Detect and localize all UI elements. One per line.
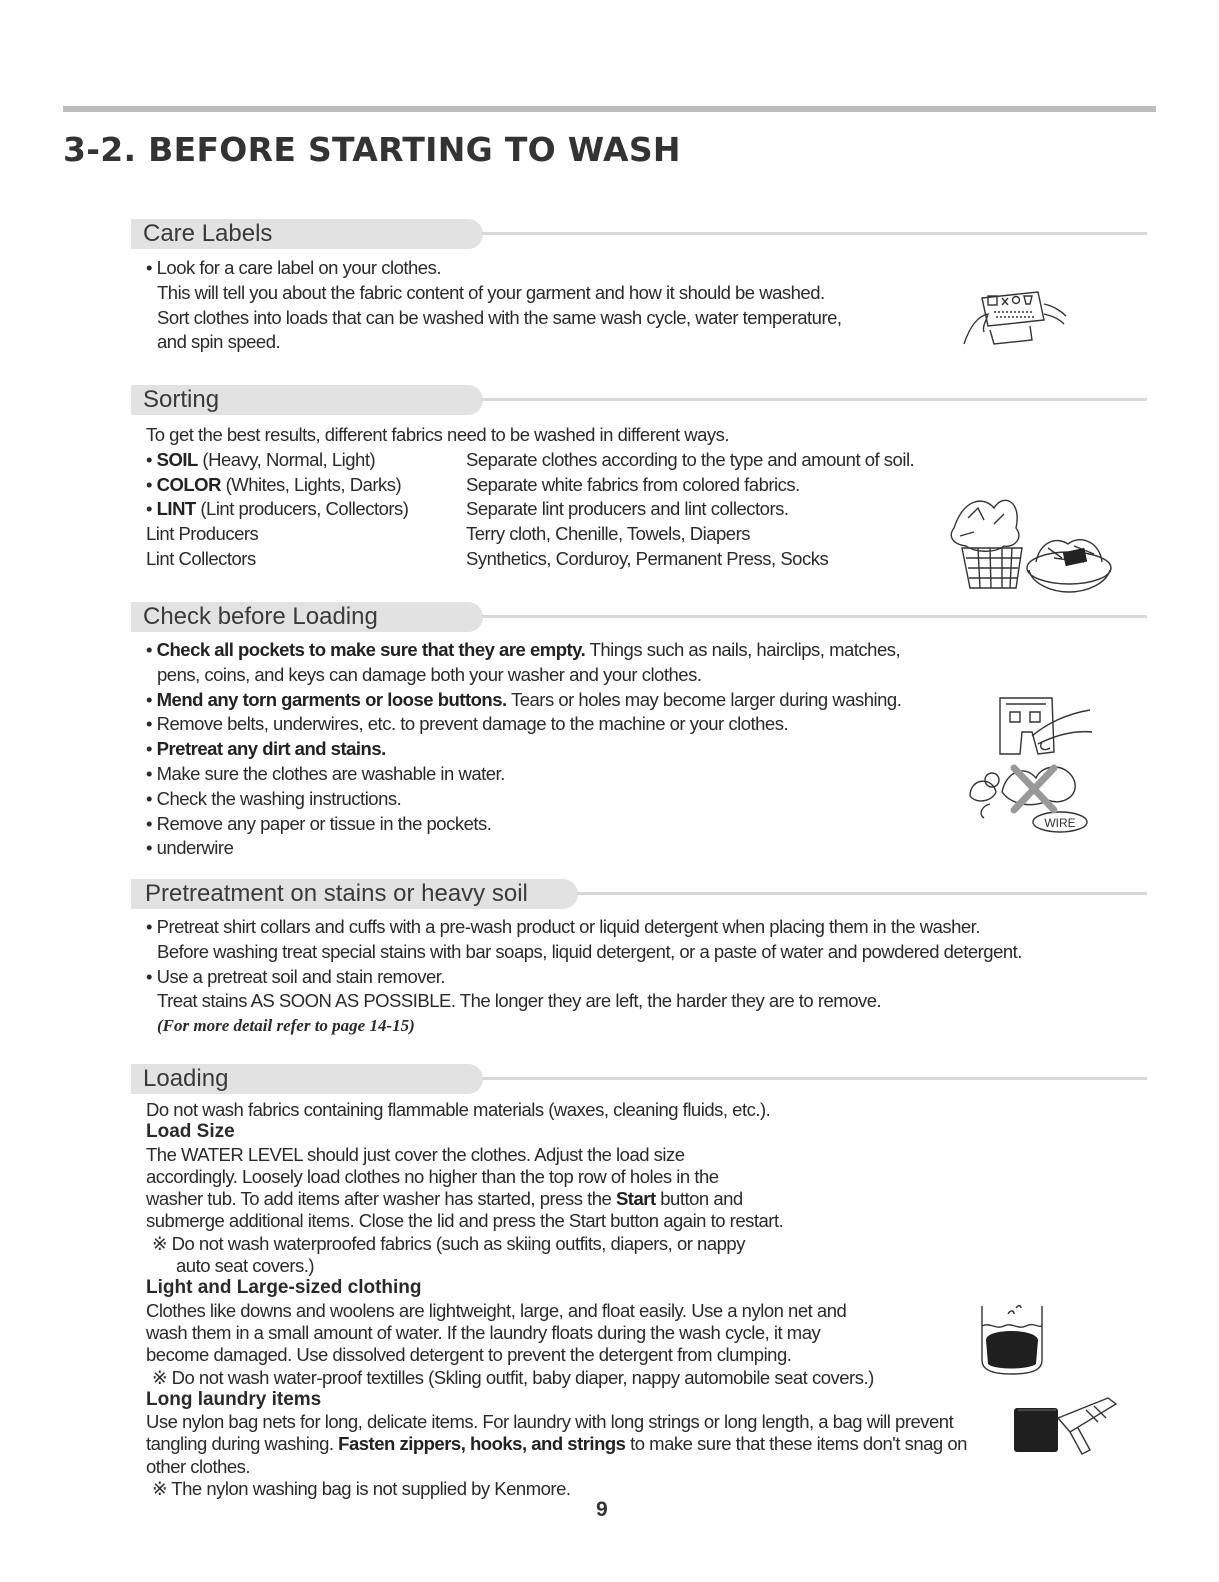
care-label-hands-illustration bbox=[960, 286, 1070, 352]
text-line: • Make sure the clothes are washable in water. bbox=[146, 762, 505, 784]
sorting-row: • COLOR (Whites, Lights, Darks) Separate white fabrics from colored fabrics. bbox=[146, 473, 800, 495]
page-reference: (For more detail refer to page 14-15) bbox=[157, 1016, 415, 1036]
sorting-row: Lint Producers Terry cloth, Chenille, Towels, Diapers bbox=[146, 523, 750, 545]
text-line: Treat stains AS SOON AS POSSIBLE. The longer they are left, the harder they are to remove. bbox=[157, 990, 882, 1012]
page-title: 3-2. BEFORE STARTING TO WASH bbox=[63, 130, 681, 169]
text-line: • Check the washing instructions. bbox=[146, 787, 402, 809]
page-number: 9 bbox=[596, 1498, 608, 1521]
laundry-baskets-illustration bbox=[944, 488, 1114, 596]
text-line: Clothes like downs and woolens are lightweight, large, and float easily. Use a nylon net and bbox=[146, 1299, 847, 1321]
section-title: Check before Loading bbox=[131, 602, 483, 632]
section-rule bbox=[482, 398, 1147, 401]
pockets-and-underwire-illustration bbox=[962, 692, 1096, 834]
text-line: • Remove belts, underwires, etc. to prevent damage to the machine or your clothes. bbox=[146, 713, 789, 735]
section-header-pretreatment bbox=[131, 879, 1147, 909]
section-rule bbox=[482, 1077, 1147, 1080]
sorting-text bbox=[146, 423, 914, 572]
text-line: pens, coins, and keys can damage both your washer and your clothes. bbox=[157, 663, 702, 685]
text-line: accordingly. Loosely load clothes no higher than the top row of holes in the bbox=[146, 1165, 719, 1187]
text-line: and spin speed. bbox=[157, 331, 281, 353]
subheading-long-laundry-items: Long laundry items bbox=[146, 1388, 322, 1410]
care-labels-text bbox=[146, 256, 842, 355]
pretreatment-text bbox=[146, 915, 1022, 1039]
section-rule bbox=[482, 232, 1147, 235]
section-header-check-before-loading bbox=[131, 602, 1147, 632]
section-title: Care Labels bbox=[131, 219, 483, 249]
note-line: ※ The nylon washing bag is not supplied by Kenmore. bbox=[152, 1478, 571, 1500]
nylon-bag-net-illustration bbox=[1012, 1392, 1122, 1464]
section-rule bbox=[482, 615, 1147, 618]
text-line: To get the best results, different fabrics need to be washed in different ways. bbox=[146, 424, 730, 445]
text-line: Sort clothes into loads that can be washed with the same wash cycle, water temperature, bbox=[157, 306, 842, 328]
subheading-light-large-clothing: Light and Large-sized clothing bbox=[146, 1277, 422, 1299]
text-line: • Check all pockets to make sure that they are empty. Things such as nails, hairclips, matches, bbox=[146, 639, 901, 660]
note-line: auto seat covers.) bbox=[176, 1255, 315, 1277]
text-line: Use nylon bag nets for long, delicate items. For laundry with long strings or long length, a bag will prevent bbox=[146, 1411, 954, 1433]
subheading-load-size: Load Size bbox=[146, 1121, 235, 1143]
text-line: submerge additional items. Close the lid and press the Start button again to restart. bbox=[146, 1210, 784, 1232]
text-line: This will tell you about the fabric content of your garment and how it should be washed. bbox=[157, 281, 825, 303]
text-line: • Pretreat any dirt and stains. bbox=[146, 738, 386, 760]
text-line: • underwire bbox=[146, 837, 234, 859]
text-line: become damaged. Use dissolved detergent to prevent the detergent from clumping. bbox=[146, 1344, 792, 1366]
section-header-care-labels bbox=[131, 219, 1147, 249]
section-header-sorting bbox=[131, 385, 1147, 415]
note-line: ※ Do not wash water-proof textilles (Skling outfit, baby diaper, nappy automobile seat covers.) bbox=[152, 1366, 874, 1388]
top-rule bbox=[63, 106, 1156, 112]
sorting-row: • SOIL (Heavy, Normal, Light) Separate clothes according to the type and amount of soil. bbox=[146, 448, 915, 470]
text-line: washer tub. To add items after washer has started, press the Start button and bbox=[146, 1188, 743, 1210]
sorting-row: Lint Collectors Synthetics, Corduroy, Permanent Press, Socks bbox=[146, 547, 829, 569]
section-rule bbox=[577, 892, 1147, 895]
section-title: Loading bbox=[131, 1064, 483, 1094]
section-title: Sorting bbox=[131, 385, 483, 415]
text-line: Before washing treat special stains with bar soaps, liquid detergent, or a paste of water and powdered detergent. bbox=[157, 940, 1022, 962]
text-line: other clothes. bbox=[146, 1455, 251, 1477]
sorting-row: • LINT (Lint producers, Collectors) Separate lint producers and lint collectors. bbox=[146, 498, 789, 520]
loading-text bbox=[146, 1099, 967, 1500]
text-line: • Remove any paper or tissue in the pockets. bbox=[146, 812, 492, 834]
text-line: • Mend any torn garments or loose buttons. Tears or holes may become larger during washing. bbox=[146, 688, 902, 710]
text-line: • Look for a care label on your clothes. bbox=[146, 257, 441, 278]
text-line: • Use a pretreat soil and stain remover. bbox=[146, 965, 446, 987]
section-title: Pretreatment on stains or heavy soil bbox=[131, 879, 578, 909]
check-before-loading-text bbox=[146, 638, 901, 861]
section-header-loading bbox=[131, 1064, 1147, 1094]
text-line: tangling during washing. Fasten zippers, hooks, and strings to make sure that these items don't snag on bbox=[146, 1433, 967, 1455]
floating-clothes-tub-illustration bbox=[978, 1300, 1048, 1376]
wire-label: WIRE bbox=[1044, 816, 1076, 830]
text-line: The WATER LEVEL should just cover the clothes. Adjust the load size bbox=[146, 1143, 685, 1165]
text-line: wash them in a small amount of water. If the laundry floats during the wash cycle, it may bbox=[146, 1321, 821, 1343]
note-line: ※ Do not wash waterproofed fabrics (such as skiing outfits, diapers, or nappy bbox=[152, 1232, 745, 1254]
text-line: • Pretreat shirt collars and cuffs with a pre-wash product or liquid detergent when placing them in the washer. bbox=[146, 916, 980, 937]
text-line: Do not wash fabrics containing flammable materials (waxes, cleaning fluids, etc.). bbox=[146, 1099, 771, 1120]
